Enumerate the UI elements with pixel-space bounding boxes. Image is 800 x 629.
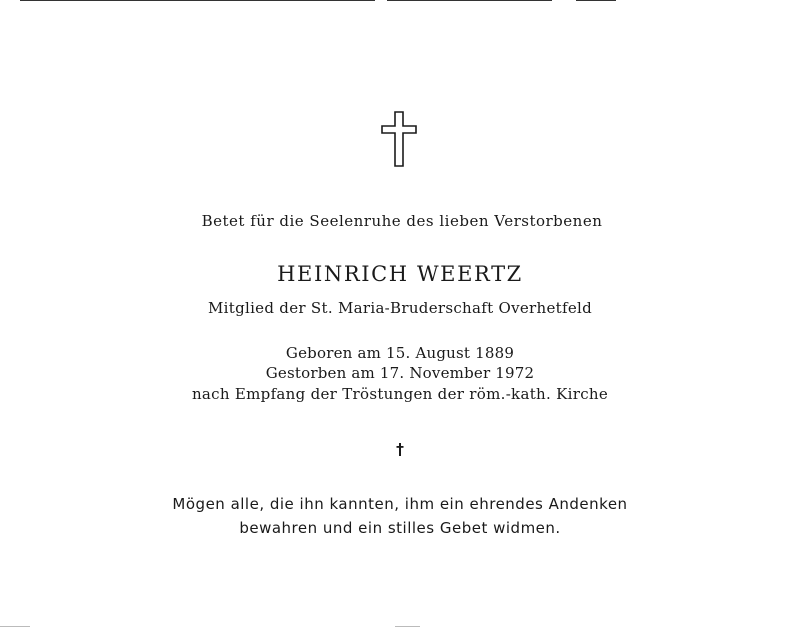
- scan-mark: [0, 626, 30, 627]
- deceased-name: HEINRICH WEERTZ: [277, 262, 523, 286]
- top-edge-rule: [20, 0, 375, 1]
- sacraments-line: nach Empfang der Tröstungen der röm.-kath. Kirche: [191, 385, 609, 403]
- birth-date-line: Geboren am 15. August 1889: [285, 344, 515, 362]
- latin-cross-outline-icon: [381, 111, 417, 167]
- top-edge-rule: [387, 0, 552, 1]
- closing-line-2: bewahren und ein stilles Gebet widmen.: [239, 519, 561, 537]
- death-date-line: Gestorben am 17. November 1972: [265, 364, 535, 382]
- membership-line: Mitglied der St. Maria-Bruderschaft Overhetfeld: [207, 299, 593, 317]
- dagger-cross-icon: [396, 443, 404, 456]
- scan-mark: [395, 626, 420, 627]
- closing-line-1: Mögen alle, die ihn kannten, ihm ein ehrendes Andenken: [172, 495, 628, 513]
- top-edge-rule: [576, 0, 616, 1]
- prayer-line: Betet für die Seelenruhe des lieben Verstorbenen: [201, 212, 603, 230]
